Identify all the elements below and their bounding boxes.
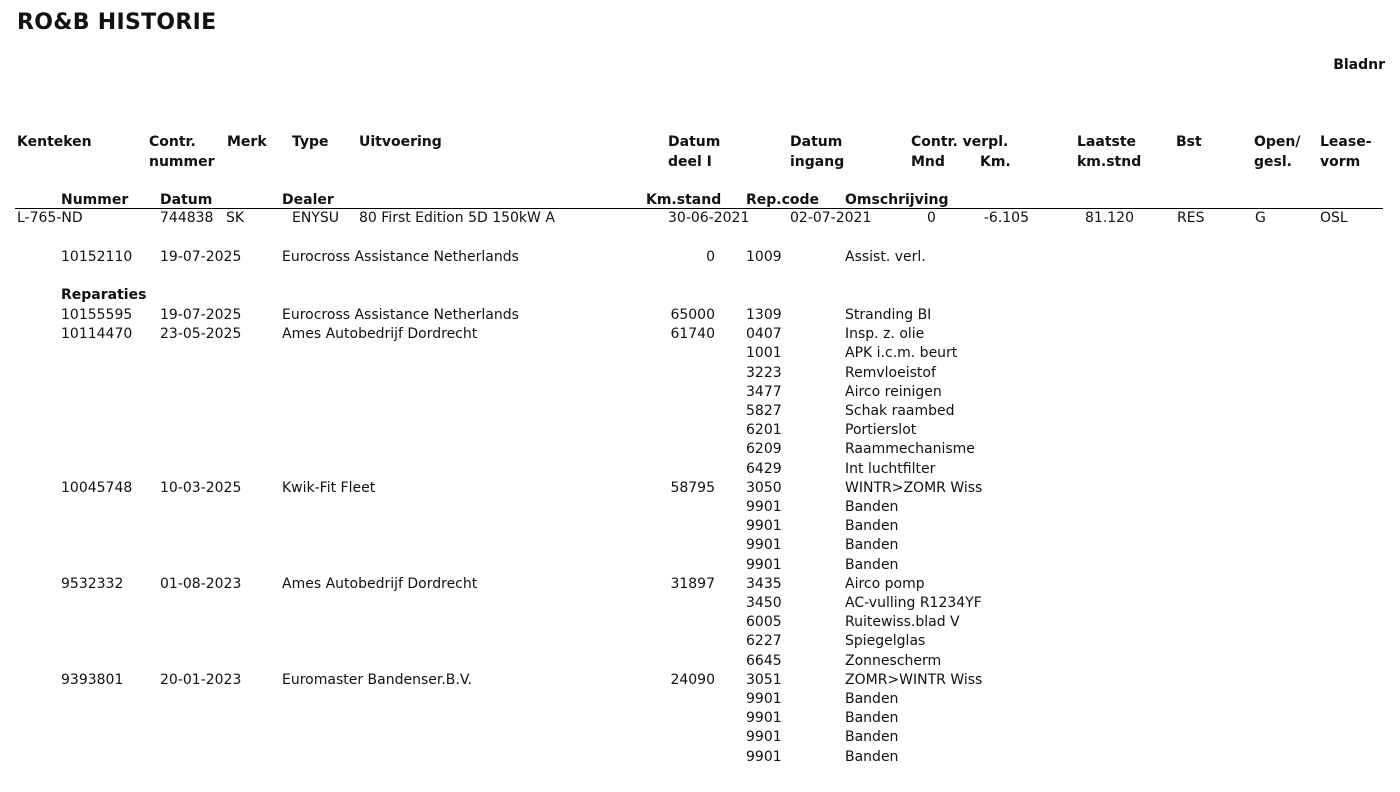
vehicle-mnd: 0 bbox=[927, 210, 936, 226]
repair-code: 9901 bbox=[746, 499, 782, 515]
repair-code: 3050 bbox=[746, 480, 782, 496]
header-uitvoering: Uitvoering bbox=[359, 134, 442, 150]
repair-nummer: 10155595 bbox=[61, 307, 133, 323]
repair-datum: 10-03-2025 bbox=[160, 480, 242, 496]
repair-omschrijving: Zonnescherm bbox=[845, 653, 942, 669]
vehicle-type: ENYSU bbox=[292, 210, 340, 226]
repair-code: 9901 bbox=[746, 710, 782, 726]
vehicle-bst: RES bbox=[1177, 210, 1205, 226]
vehicle-open-gesl: G bbox=[1255, 210, 1266, 226]
repair-kmstand: 58795 bbox=[670, 480, 715, 496]
repair-nummer: 10045748 bbox=[61, 480, 133, 496]
repair-code: 9901 bbox=[746, 729, 782, 745]
subheader-dealer: Dealer bbox=[282, 192, 334, 208]
repair-datum: 23-05-2025 bbox=[160, 326, 242, 342]
repair-code: 6209 bbox=[746, 441, 782, 457]
vehicle-merk: SK bbox=[226, 210, 245, 226]
repair-omschrijving: Banden bbox=[845, 537, 899, 553]
repair-omschrijving: Insp. z. olie bbox=[845, 326, 925, 342]
repair-omschrijving: Banden bbox=[845, 518, 899, 534]
repair-code: 6227 bbox=[746, 633, 782, 649]
repair-code: 6429 bbox=[746, 461, 782, 477]
report-title: RO&B HISTORIE bbox=[17, 10, 217, 35]
repair-kmstand: 61740 bbox=[670, 326, 715, 342]
repair-code: 3051 bbox=[746, 672, 782, 688]
vehicle-uitvoering: 80 First Edition 5D 150kW A bbox=[359, 210, 555, 226]
repair-omschrijving: Airco pomp bbox=[845, 576, 925, 592]
reparaties-label: Reparaties bbox=[61, 287, 147, 303]
subheader-omschrijving: Omschrijving bbox=[845, 192, 949, 208]
repair-code: 6645 bbox=[746, 653, 782, 669]
repair-code: 3435 bbox=[746, 576, 782, 592]
repair-omschrijving: Banden bbox=[845, 729, 899, 745]
header-km: Km. bbox=[980, 154, 1011, 170]
repair-omschrijving: Banden bbox=[845, 499, 899, 515]
header-laatste-km: Laatste km.stnd bbox=[1077, 134, 1142, 170]
repair-datum: 01-08-2023 bbox=[160, 576, 242, 592]
repair-omschrijving: Spiegelglas bbox=[845, 633, 926, 649]
repair-omschrijving: Raammechanisme bbox=[845, 441, 975, 457]
repair-code: 3450 bbox=[746, 595, 782, 611]
repair-omschrijving: Portierslot bbox=[845, 422, 917, 438]
repair-dealer: Eurocross Assistance Netherlands bbox=[282, 307, 519, 323]
repair-code: 9901 bbox=[746, 518, 782, 534]
repair-omschrijving: Stranding BI bbox=[845, 307, 932, 323]
repair-code: 6005 bbox=[746, 614, 782, 630]
vehicle-laatste-km: 81.120 bbox=[1085, 210, 1134, 226]
header-mnd: Mnd bbox=[911, 154, 945, 170]
vehicle-lease-vorm: OSL bbox=[1320, 210, 1348, 226]
repair-code: 9901 bbox=[746, 691, 782, 707]
repair-nummer: 10114470 bbox=[61, 326, 133, 342]
header-datum-ingang: Datum ingang bbox=[790, 134, 845, 170]
assistance-omschrijving: Assist. verl. bbox=[845, 249, 926, 265]
repair-omschrijving: AC-vulling R1234YF bbox=[845, 595, 982, 611]
assistance-datum: 19-07-2025 bbox=[160, 249, 242, 265]
header-bst: Bst bbox=[1176, 134, 1202, 150]
repair-omschrijving: Banden bbox=[845, 749, 899, 765]
repair-omschrijving: APK i.c.m. beurt bbox=[845, 345, 958, 361]
assistance-km: 0 bbox=[706, 249, 715, 265]
repair-code: 0407 bbox=[746, 326, 782, 342]
repair-code: 9901 bbox=[746, 749, 782, 765]
repair-kmstand: 24090 bbox=[670, 672, 715, 688]
header-datum-deel-1: Datum deel I bbox=[668, 134, 721, 170]
header-lease-vorm: Lease- vorm bbox=[1320, 134, 1372, 170]
repair-code: 9901 bbox=[746, 557, 782, 573]
repair-omschrijving: Int luchtfilter bbox=[845, 461, 936, 477]
repair-omschrijving: Banden bbox=[845, 557, 899, 573]
assistance-nummer: 10152110 bbox=[61, 249, 133, 265]
page-number-label: Bladnr bbox=[1333, 57, 1385, 73]
header-kenteken: Kenteken bbox=[17, 134, 92, 150]
subheader-kmstand: Km.stand bbox=[646, 192, 722, 208]
repair-datum: 20-01-2023 bbox=[160, 672, 242, 688]
vehicle-kenteken: L-765-ND bbox=[17, 210, 83, 226]
header-merk: Merk bbox=[227, 134, 267, 150]
repair-omschrijving: ZOMR>WINTR Wiss bbox=[845, 672, 983, 688]
repair-omschrijving: Banden bbox=[845, 710, 899, 726]
repair-code: 1309 bbox=[746, 307, 782, 323]
repair-code: 1001 bbox=[746, 345, 782, 361]
repair-omschrijving: Schak raambed bbox=[845, 403, 955, 419]
assistance-dealer: Eurocross Assistance Netherlands bbox=[282, 249, 519, 265]
repair-code: 6201 bbox=[746, 422, 782, 438]
repair-omschrijving: Banden bbox=[845, 691, 899, 707]
subheader-datum: Datum bbox=[160, 192, 213, 208]
repair-code: 9901 bbox=[746, 537, 782, 553]
repair-dealer: Euromaster Bandenser.B.V. bbox=[282, 672, 473, 688]
vehicle-datum-deel-1: 30-06-2021 bbox=[668, 210, 750, 226]
repair-dealer: Ames Autobedrijf Dordrecht bbox=[282, 576, 478, 592]
header-contract: Contr. nummer bbox=[149, 134, 215, 170]
repair-omschrijving: Airco reinigen bbox=[845, 384, 942, 400]
repair-dealer: Ames Autobedrijf Dordrecht bbox=[282, 326, 478, 342]
repair-nummer: 9393801 bbox=[61, 672, 124, 688]
header-type: Type bbox=[292, 134, 329, 150]
repair-code: 3477 bbox=[746, 384, 782, 400]
header-contr-verpl: Contr. verpl. bbox=[911, 134, 1009, 150]
repair-code: 5827 bbox=[746, 403, 782, 419]
repair-datum: 19-07-2025 bbox=[160, 307, 242, 323]
subheader-nummer: Nummer bbox=[61, 192, 129, 208]
repair-kmstand: 65000 bbox=[670, 307, 715, 323]
repair-nummer: 9532332 bbox=[61, 576, 124, 592]
header-open-gesl: Open/ gesl. bbox=[1254, 134, 1301, 170]
vehicle-km: -6.105 bbox=[983, 210, 1029, 226]
repair-omschrijving: WINTR>ZOMR Wiss bbox=[845, 480, 983, 496]
repair-dealer: Kwik-Fit Fleet bbox=[282, 480, 376, 496]
repair-omschrijving: Ruitewiss.blad V bbox=[845, 614, 960, 630]
subheader-repcode: Rep.code bbox=[746, 192, 820, 208]
repair-kmstand: 31897 bbox=[670, 576, 715, 592]
repair-omschrijving: Remvloeistof bbox=[845, 365, 936, 381]
vehicle-contract: 744838 bbox=[160, 210, 214, 226]
repair-code: 3223 bbox=[746, 365, 782, 381]
vehicle-datum-ingang: 02-07-2021 bbox=[790, 210, 872, 226]
assistance-code: 1009 bbox=[746, 249, 782, 265]
